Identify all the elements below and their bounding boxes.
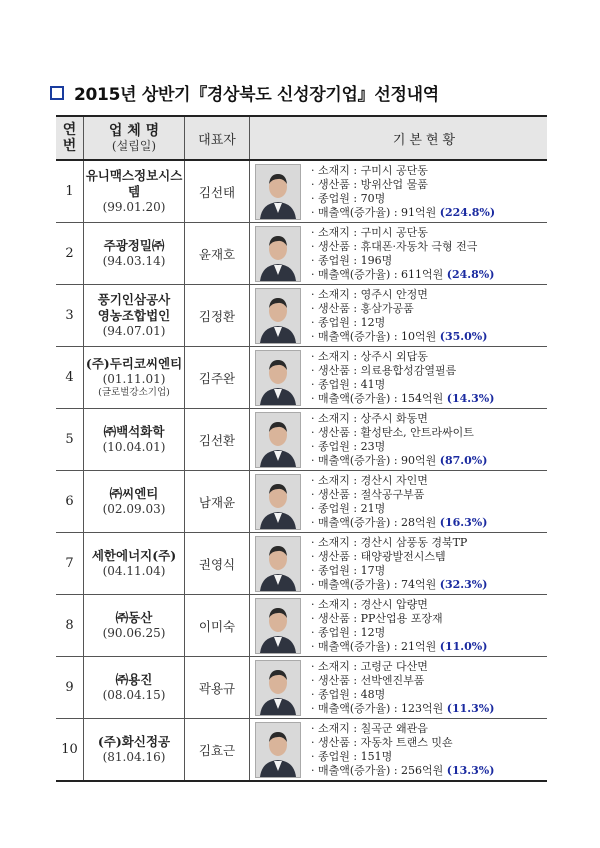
ceo-name: 곽용규 (185, 657, 250, 719)
document-title (50, 80, 439, 105)
info-employees: · 종업원 : 17명 (311, 563, 386, 577)
founding-date: (94.07.01) (102, 324, 166, 338)
company-info (305, 657, 547, 719)
company-cell (84, 471, 185, 533)
info-sales: · 매출액(증가율) : 74억원 (32.3%) (311, 577, 488, 591)
row-number: 3 (56, 285, 84, 347)
person-portrait-icon (256, 351, 300, 405)
founding-date: (08.04.15) (102, 688, 166, 702)
founding-date: (81.04.16) (102, 750, 166, 764)
company-name: (주)화신정공 (97, 734, 171, 749)
person-portrait-icon (256, 227, 300, 281)
person-portrait-icon (256, 165, 300, 219)
info-sales: · 매출액(증가율) : 154억원 (14.3%) (311, 391, 495, 405)
row-number: 7 (56, 533, 84, 595)
company-name: 세한에너지(주) (91, 548, 177, 563)
table-row (56, 595, 547, 657)
founding-date: (01.11.01) (102, 372, 166, 386)
ceo-photo (255, 164, 301, 220)
company-name: (주)두리코씨엔티 (85, 356, 183, 371)
company-cell (84, 285, 185, 347)
ceo-photo-cell (250, 223, 306, 285)
row-number: 10 (56, 719, 84, 782)
growth-rate: (35.0%) (439, 329, 488, 343)
company-cell (84, 595, 185, 657)
info-employees: · 종업원 : 151명 (311, 749, 393, 763)
table-header-row (56, 116, 547, 160)
company-info (305, 409, 547, 471)
company-name: ㈜씨엔티 (109, 486, 159, 501)
company-name: ㈜백석화학 (103, 424, 165, 439)
info-sales: · 매출액(증가율) : 21억원 (11.0%) (311, 639, 488, 653)
info-product: · 생산품 : 홍삼가공품 (311, 301, 414, 315)
info-location: · 소재지 : 칠곡군 왜관읍 (311, 721, 428, 735)
ceo-name: 남재윤 (185, 471, 250, 533)
info-sales: · 매출액(증가율) : 91억원 (224.8%) (311, 205, 496, 219)
growth-rate: (16.3%) (439, 515, 488, 529)
info-product: · 생산품 : 절삭공구부품 (311, 487, 425, 501)
info-employees: · 종업원 : 41명 (311, 377, 386, 391)
person-portrait-icon (256, 475, 300, 529)
row-number: 6 (56, 471, 84, 533)
info-employees: · 종업원 : 70명 (311, 191, 386, 205)
header-ceo: 대표자 (185, 116, 250, 160)
info-employees: · 종업원 : 48명 (311, 687, 386, 701)
company-name: 주광정밀㈜ (103, 238, 165, 253)
company-cell (84, 533, 185, 595)
table-row (56, 347, 547, 409)
row-number: 4 (56, 347, 84, 409)
table-row (56, 285, 547, 347)
ceo-name: 권영식 (185, 533, 250, 595)
info-product: · 생산품 : 활성탄소, 안트라싸이트 (311, 425, 474, 439)
info-location: · 소재지 : 고령군 다산면 (311, 659, 428, 673)
info-employees: · 종업원 : 23명 (311, 439, 386, 453)
info-product: · 생산품 : 휴대폰·자동차 극형 전극 (311, 239, 478, 253)
table-row (56, 471, 547, 533)
info-employees: · 종업원 : 196명 (311, 253, 393, 267)
growth-rate: (32.3%) (439, 577, 488, 591)
info-product: · 생산품 : 선박엔진부품 (311, 673, 425, 687)
ceo-photo-cell (250, 595, 306, 657)
person-portrait-icon (256, 537, 300, 591)
info-location: · 소재지 : 상주시 외답동 (311, 349, 428, 363)
founding-date: (90.06.25) (102, 626, 166, 640)
company-info (305, 719, 547, 782)
ceo-name: 이미숙 (185, 595, 250, 657)
table-row (56, 409, 547, 471)
ceo-photo-cell (250, 347, 306, 409)
info-location: · 소재지 : 영주시 안정면 (311, 287, 428, 301)
ceo-photo (255, 350, 301, 406)
row-number: 2 (56, 223, 84, 285)
growth-rate: (224.8%) (439, 205, 496, 219)
info-sales: · 매출액(증가율) : 611억원 (24.8%) (311, 267, 495, 281)
ceo-name: 김주완 (185, 347, 250, 409)
company-name: ㈜용진 (115, 672, 153, 687)
founding-date: (94.03.14) (102, 254, 166, 268)
founding-date: (99.01.20) (102, 200, 166, 214)
info-product: · 생산품 : 방위산업 물품 (311, 177, 428, 191)
person-portrait-icon (256, 289, 300, 343)
company-info (305, 285, 547, 347)
info-sales: · 매출액(증가율) : 256억원 (13.3%) (311, 763, 495, 777)
ceo-name: 김선태 (185, 160, 250, 223)
info-sales: · 매출액(증가율) : 10억원 (35.0%) (311, 329, 488, 343)
person-portrait-icon (256, 723, 300, 777)
info-product: · 생산품 : 자동차 트랜스 밋숀 (311, 735, 453, 749)
company-cell (84, 347, 185, 409)
header-info: 기본현황 (305, 116, 547, 160)
info-location: · 소재지 : 상주시 화동면 (311, 411, 428, 425)
founding-date: (02.09.03) (102, 502, 166, 516)
info-employees: · 종업원 : 21명 (311, 501, 386, 515)
info-product: · 생산품 : 태양광발전시스템 (311, 549, 446, 563)
row-number: 9 (56, 657, 84, 719)
info-employees: · 종업원 : 12명 (311, 625, 386, 639)
info-sales: · 매출액(증가율) : 90억원 (87.0%) (311, 453, 488, 467)
company-note: (글로벌강소기업) (98, 387, 170, 398)
ceo-photo-cell (250, 719, 306, 782)
company-name: ㈜동산 (115, 610, 153, 625)
info-location: · 소재지 : 경산시 자인면 (311, 473, 428, 487)
company-info (305, 223, 547, 285)
info-location: · 소재지 : 구미시 공단동 (311, 163, 428, 177)
ceo-name: 윤재호 (185, 223, 250, 285)
checkbox-square-icon (50, 86, 64, 100)
company-name: 풍기인삼공사 (97, 292, 171, 307)
company-info (305, 533, 547, 595)
company-table (56, 115, 547, 782)
company-info (305, 160, 547, 223)
founding-date: (10.04.01) (102, 440, 166, 454)
ceo-photo-cell (250, 409, 306, 471)
growth-rate: (13.3%) (446, 763, 495, 777)
company-cell (84, 160, 185, 223)
info-product: · 생산품 : PP산업용 포장재 (311, 611, 443, 625)
page-title: 2015년 상반기『경상북도 신성장기업』선정내역 (74, 85, 439, 105)
ceo-photo (255, 226, 301, 282)
company-cell (84, 223, 185, 285)
info-product: · 생산품 : 의료용합성감열필름 (311, 363, 457, 377)
table-row (56, 657, 547, 719)
growth-rate: (11.3%) (446, 701, 495, 715)
info-employees: · 종업원 : 12명 (311, 315, 386, 329)
info-sales: · 매출액(증가율) : 123억원 (11.3%) (311, 701, 495, 715)
growth-rate: (87.0%) (439, 453, 488, 467)
growth-rate: (14.3%) (446, 391, 495, 405)
ceo-name: 김정환 (185, 285, 250, 347)
info-location: · 소재지 : 경산시 압량면 (311, 597, 428, 611)
founding-date: (04.11.04) (102, 564, 166, 578)
ceo-photo-cell (250, 471, 306, 533)
company-cell (84, 657, 185, 719)
ceo-name: 김효근 (185, 719, 250, 782)
person-portrait-icon (256, 413, 300, 467)
ceo-photo (255, 722, 301, 778)
ceo-name: 김선환 (185, 409, 250, 471)
company-info (305, 471, 547, 533)
table-row (56, 719, 547, 782)
company-info (305, 595, 547, 657)
header-photo (250, 116, 306, 160)
ceo-photo (255, 598, 301, 654)
growth-rate: (24.8%) (446, 267, 495, 281)
ceo-photo (255, 660, 301, 716)
ceo-photo-cell (250, 533, 306, 595)
info-location: · 소재지 : 구미시 공단동 (311, 225, 428, 239)
company-cell (84, 409, 185, 471)
company-cell (84, 719, 185, 782)
ceo-photo (255, 288, 301, 344)
table-row (56, 223, 547, 285)
ceo-photo (255, 412, 301, 468)
company-info (305, 347, 547, 409)
info-location: · 소재지 : 경산시 삼풍동 경북TP (311, 535, 468, 549)
growth-rate: (11.0%) (439, 639, 488, 653)
header-company: 업 체 명 (설립일) (84, 116, 185, 160)
row-number: 8 (56, 595, 84, 657)
person-portrait-icon (256, 599, 300, 653)
ceo-photo (255, 536, 301, 592)
row-number: 5 (56, 409, 84, 471)
header-number: 연 번 (56, 116, 84, 160)
person-portrait-icon (256, 661, 300, 715)
company-name: 유니맥스정보시스템 (85, 168, 183, 199)
row-number: 1 (56, 160, 84, 223)
company-name-line2: 영농조합법인 (97, 308, 171, 323)
table-row (56, 160, 547, 223)
ceo-photo-cell (250, 657, 306, 719)
ceo-photo-cell (250, 160, 306, 223)
ceo-photo-cell (250, 285, 306, 347)
info-sales: · 매출액(증가율) : 28억원 (16.3%) (311, 515, 488, 529)
table-row (56, 533, 547, 595)
ceo-photo (255, 474, 301, 530)
